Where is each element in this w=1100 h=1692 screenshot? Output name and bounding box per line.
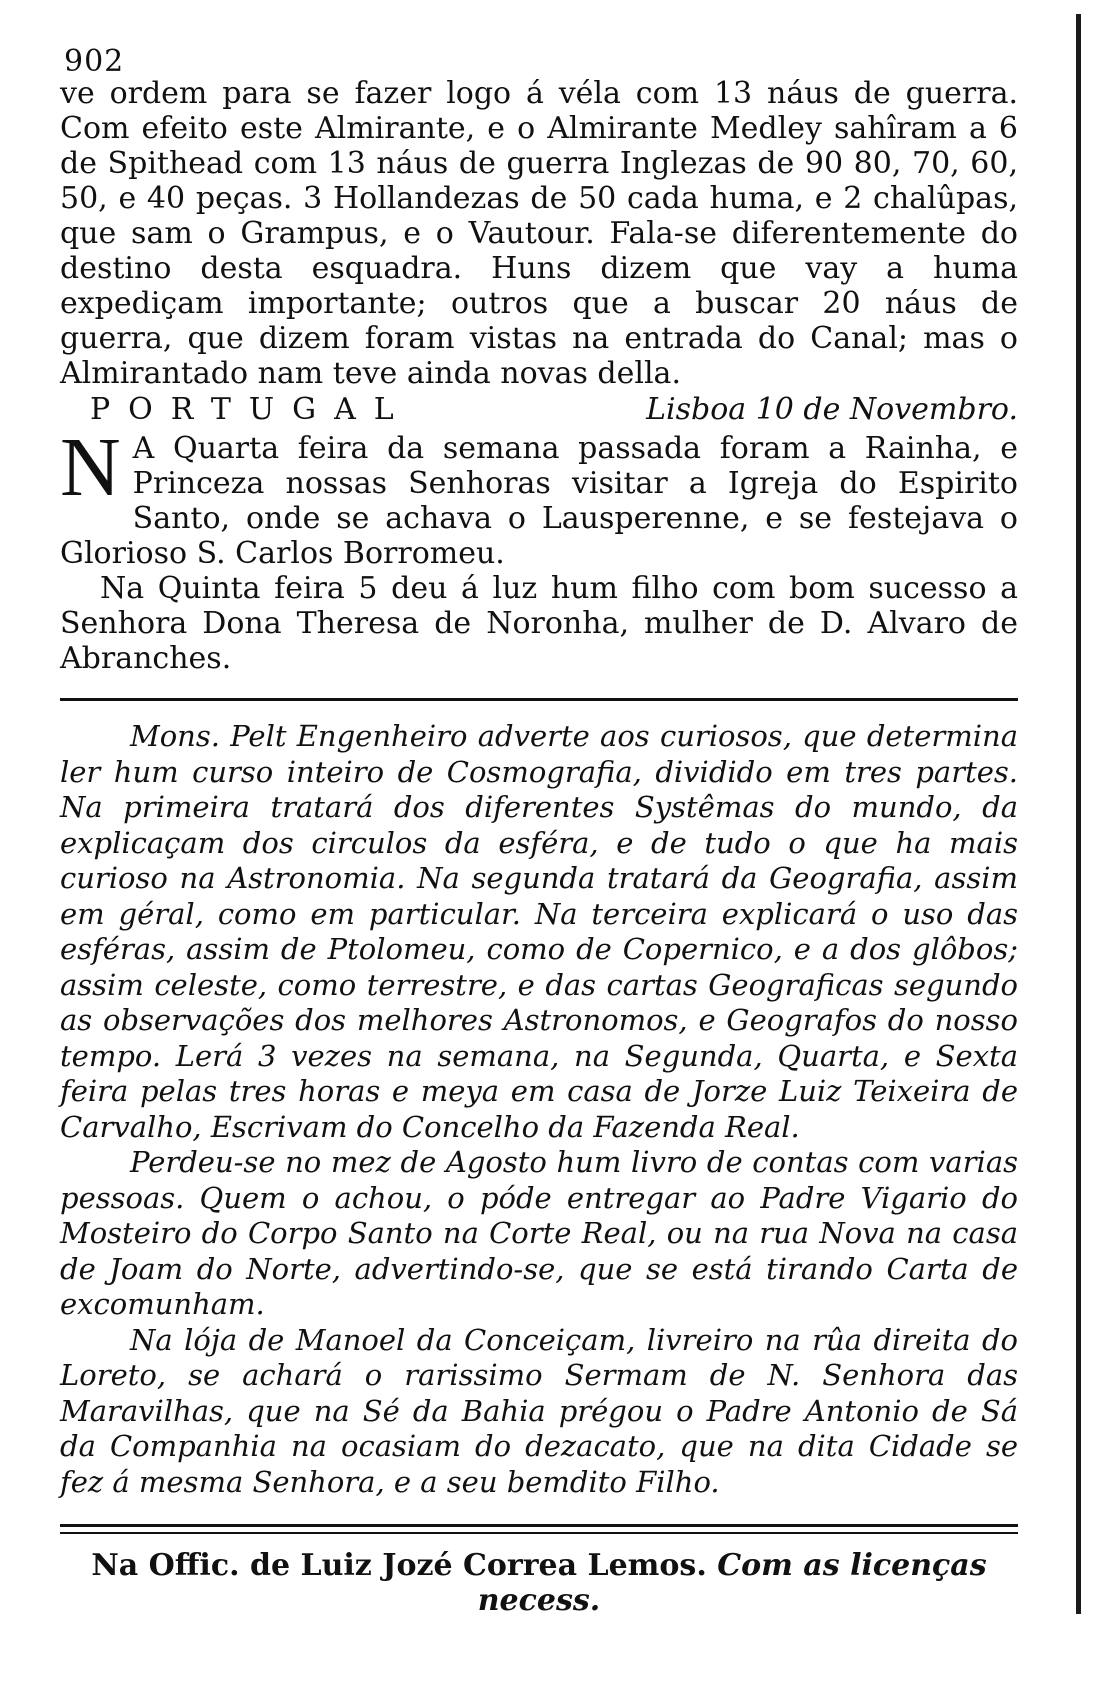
news-paragraph: ve ordem para se fazer logo á véla com 13 náus de guerra. Com efeito este Almirante, e o Almirante Medley sahîram a 6 de Spithead com 13 náus de guerra Inglezas de 90 80, 70, 60, 50, e 40 peças. 3 Hollandezas de 50 cada huma, e 2 chalûpas, que sam o Grampus, e o Vautour. Fala-se diferentemente do destino desta esquadra. Huns dizem que vay a huma expediçam importante; outros que a buscar 20 náus de guerra, que dizem foram vistas na entrada do Canal; mas o Almirantado nam teve ainda novas della. — [60, 76, 1018, 391]
section-country: PORTUGAL — [90, 392, 412, 427]
notices — [60, 719, 1018, 1500]
page-border-line — [1076, 14, 1081, 1614]
footer-rule — [60, 1524, 1018, 1527]
notice-lost-book: Perdeu-se no mez de Agosto hum livro de contas com varias pessoas. Quem o achou, o póde entregar ao Padre Vigario do Mosteiro do Corpo Santo na Corte Real, ou na rua Nova na casa de Joam do Norte, advertindo-se, que se está tirando Carta de excomunham. — [60, 1145, 1018, 1321]
footer-rule-thin — [60, 1532, 1018, 1534]
page-number: 902 — [64, 44, 125, 79]
notice-sermon: Na lója de Manoel da Conceiçam, livreiro na rûa direita do Loreto, se achará o rarissimo Sermam de N. Senhora das Maravilhas, que na Sé da Bahia prégou o Padre Antonio de Sá da Companhia na ocasiam do dezacato, que na dita Cidade se fez á mesma Senhora, e a seu bemdito Filho. — [60, 1322, 1018, 1499]
portugal-first-paragraph — [60, 421, 1018, 571]
imprint — [60, 1548, 1018, 1618]
text-column — [60, 76, 1018, 1618]
section-divider — [60, 698, 1018, 701]
portugal-first-text: A Quarta feira da semana passada foram a Rainha, e Princeza nossas Senhoras visitar a Igreja do Espirito Santo, onde se achava o Lausperenne, e se festejava o Glorioso S. Carlos Borromeu. — [60, 431, 1018, 571]
section-dateline: Lisboa 10 de Novembro. — [646, 392, 1018, 427]
drop-cap: N — [60, 421, 121, 514]
notice-cosmografia: Mons. Pelt Engenheiro adverte aos curiosos, que determina ler hum curso inteiro de Cosmografia, dividido em tres partes. Na primeira tratará dos diferentes Systêmas do mundo, da explicaçam dos circulos da esféra, e de tudo o que ha mais curioso na Astronomia. Na segunda tratará da Geografia, assim em géral, como em particular. Na terceira explicará o uso das esféras, assim de Ptolomeu, como de Copernico, e a dos glôbos; assim celeste, como terrestre, e das cartas Geograficas segundo as observações dos melhores Astronomos, e Geografos do nosso tempo. Lerá 3 vezes na semana, na Segunda, Quarta, e Sexta feira pelas tres horas e meya em casa de Jorze Luiz Teixeira de Carvalho, Escrivam do Concelho da Fazenda Real. — [60, 719, 1018, 1144]
imprint-office: Na Offic. de Luiz Jozé Correa Lemos. — [91, 1548, 707, 1583]
imprint-licence: Com as licenças necess. — [477, 1548, 987, 1618]
portugal-second-paragraph: Na Quinta feira 5 deu á luz hum filho com bom sucesso a Senhora Dona Theresa de Noronha, mulher de D. Alvaro de Abranches. — [60, 571, 1018, 676]
section-header — [60, 393, 1018, 427]
